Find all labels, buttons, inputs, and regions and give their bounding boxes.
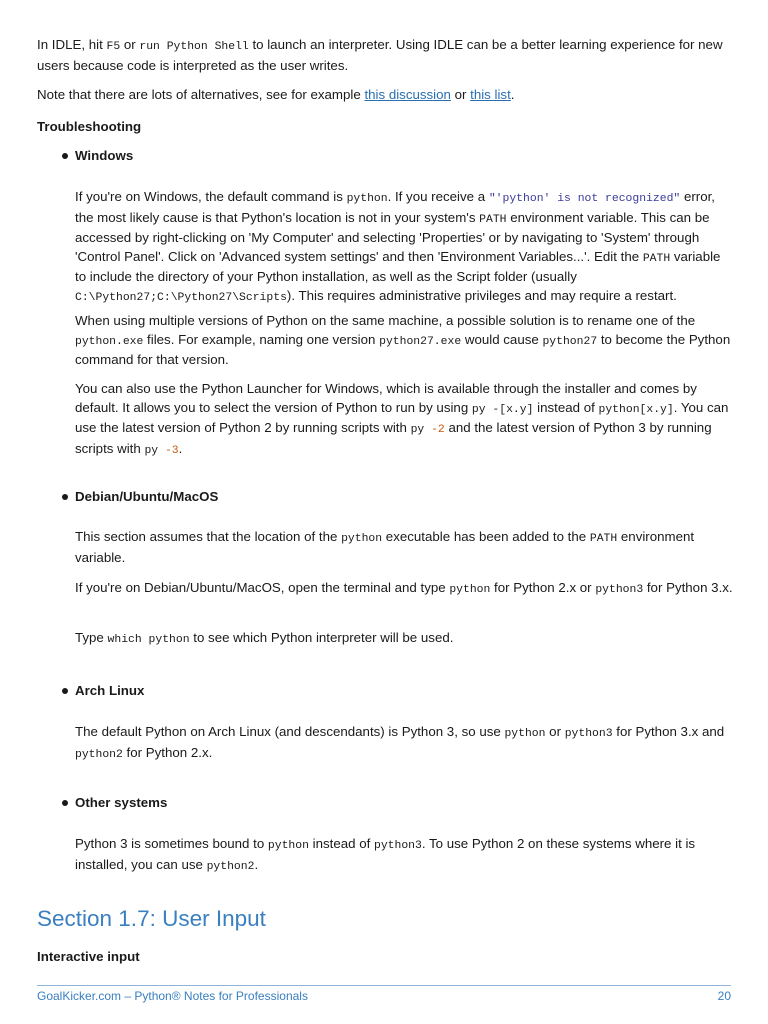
windows-paragraph-1: If you're on Windows, the default command is python. If you receive a "'python' is not recognized" error, the most likely cause is that Python's location is not in your system's PATH environment variable. This can be accessed by right-clicking on 'My Computer' and selecting 'Properties' or by navigating to 'System' through 'Control Panel'. Click on 'Advanced system settings' and then 'Environment Variables...'. Edit the PATH variable to include the directory of your Python installation, as well as the Script folder (usually C:\Python27;C:\Python27\Scripts). This requires administrative privileges and may require a restart. xyxy=(75,189,721,304)
arch-paragraph-1: The default Python on Arch Linux (and descendants) is Python 3, so use python or python3 for Python 3.x and python2 for Python 2.x. xyxy=(75,724,725,761)
windows-paragraph-2: When using multiple versions of Python on the same machine, a possible solution is to rename one of the python.exe files. For example, naming one version python27.exe would cause python27 to become the Python command for that version. xyxy=(75,313,731,368)
debian-paragraph-3: Type which python to see which Python interpreter will be used. xyxy=(75,630,454,646)
other-paragraph-1: Python 3 is sometimes bound to python instead of python3. To use Python 2 on these systems where it is installed, you can use python2. xyxy=(75,836,696,873)
bullet-debian xyxy=(62,494,68,500)
windows-heading: Windows xyxy=(75,148,134,163)
interactive-input-heading: Interactive input xyxy=(37,949,140,964)
footer-source: GoalKicker.com – Python® Notes for Professionals xyxy=(37,989,308,1003)
bullet-windows xyxy=(62,153,68,159)
windows-paragraph-3: You can also use the Python Launcher for Windows, which is available through the installer and comes by default. It allows you to select the version of Python to run by using py -[x.y] instead of python[x.y]. You can use the latest version of Python 2 by running scripts with py -2 and the latest version of Python 3 by running scripts with py -3. xyxy=(75,381,729,457)
bullet-other xyxy=(62,800,68,806)
debian-paragraph-2: If you're on Debian/Ubuntu/MacOS, open the terminal and type python for Python 2.x or python3 for Python 3.x. xyxy=(75,580,733,596)
idle-paragraph: In IDLE, hit F5 or run Python Shell to launch an interpreter. Using IDLE can be a better learning experience for new users because code is interpreted as the user writes. xyxy=(37,37,723,73)
section-title: Section 1.7: User Input xyxy=(37,906,266,931)
debian-heading: Debian/Ubuntu/MacOS xyxy=(75,489,219,504)
alternatives-paragraph: Note that there are lots of alternatives, see for example this discussion or this list. xyxy=(37,87,515,102)
bullet-arch xyxy=(62,688,68,694)
troubleshooting-heading: Troubleshooting xyxy=(37,119,142,134)
arch-heading: Arch Linux xyxy=(75,683,145,698)
this-list-link[interactable]: this list xyxy=(470,87,511,102)
footer-divider xyxy=(37,985,731,986)
page-number: 20 xyxy=(717,989,731,1003)
debian-paragraph-1: This section assumes that the location of the python executable has been added to the PATH environment variable. xyxy=(75,529,695,565)
other-heading: Other systems xyxy=(75,795,168,810)
this-discussion-link[interactable]: this discussion xyxy=(364,87,451,102)
